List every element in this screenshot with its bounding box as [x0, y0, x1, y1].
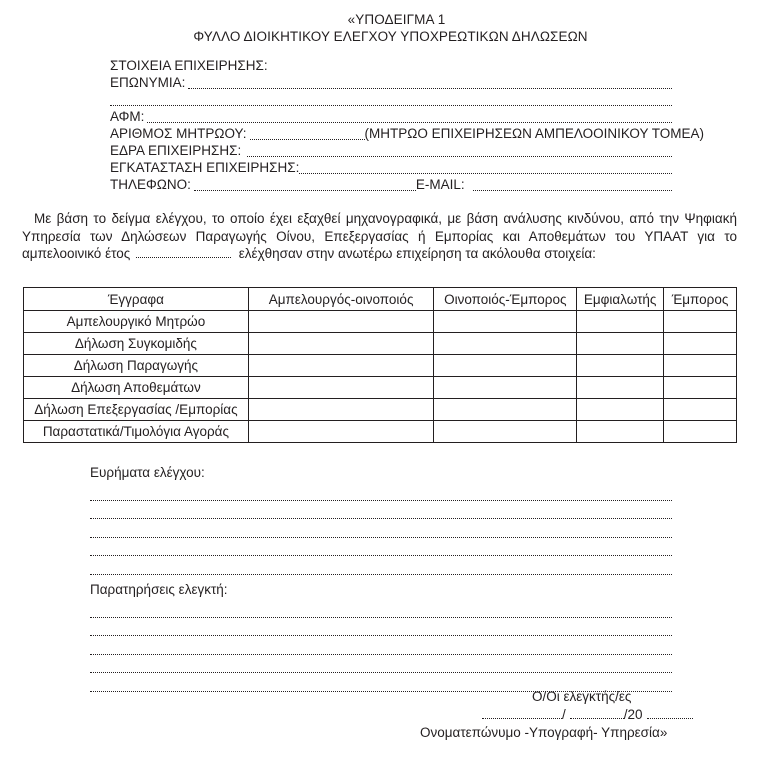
document-name: Δήλωση Παραγωγής	[24, 355, 249, 377]
table-cell[interactable]	[248, 311, 434, 333]
remarks-line[interactable]	[90, 636, 672, 655]
phone-label: ΤΗΛΕΦΩΝΟ:	[110, 177, 191, 192]
document-name: Δήλωση Συγκομιδής	[24, 333, 249, 355]
signature-footer: Ονοματεπώνυμο -Υπογραφή- Υπηρεσία»	[420, 725, 668, 740]
findings-line[interactable]	[90, 556, 672, 575]
facility-label: ΕΓΚΑΤΑΣΤΑΣΗ ΕΠΙΧΕΙΡΗΣΗΣ:	[110, 160, 300, 175]
date-separator-1: /	[562, 707, 566, 722]
header-grower-winemaker: Αμπελουργός-οινοποιός	[248, 288, 434, 311]
table-cell[interactable]	[248, 333, 434, 355]
header-merchant: Έμπορος	[664, 288, 737, 311]
seat-field[interactable]	[247, 142, 672, 157]
table-cell[interactable]	[664, 377, 737, 399]
findings-line[interactable]	[90, 519, 672, 538]
table-cell[interactable]	[577, 311, 664, 333]
table-row	[24, 377, 737, 399]
name-field-line2[interactable]	[110, 91, 672, 106]
business-info-heading-row	[110, 57, 672, 74]
registry-row	[110, 125, 704, 142]
table-cell[interactable]	[434, 311, 577, 333]
registry-label: ΑΡΙΘΜΟΣ ΜΗΤΡΩΟΥ:	[110, 126, 247, 141]
remarks-line[interactable]	[90, 618, 672, 637]
table-cell[interactable]	[664, 311, 737, 333]
date-row	[482, 706, 693, 724]
header-bottler: Εμφιαλωτής	[577, 288, 664, 311]
table-cell[interactable]	[434, 399, 577, 421]
findings-label: Ευρήματα ελέγχου:	[90, 465, 205, 480]
registry-note: (ΜΗΤΡΩΟ ΕΠΙΧΕΙΡΗΣΕΩΝ ΑΜΠΕΛΟΟΙΝΙΚΟΥ ΤΟΜΕΑ)	[364, 126, 704, 141]
table-cell[interactable]	[248, 399, 434, 421]
remarks-line[interactable]	[90, 655, 672, 674]
table-cell[interactable]	[434, 377, 577, 399]
email-field[interactable]	[473, 176, 672, 191]
vat-row	[110, 108, 672, 125]
vat-label: ΑΦΜ:	[110, 109, 145, 124]
remarks-line[interactable]	[90, 599, 672, 618]
remarks-section	[90, 581, 672, 692]
table-cell[interactable]	[577, 355, 664, 377]
table-row	[24, 333, 737, 355]
document-name: Αμπελουργικό Μητρώο	[24, 311, 249, 333]
table-header-row	[24, 288, 737, 311]
facility-row	[110, 159, 672, 176]
findings-line[interactable]	[90, 501, 672, 520]
business-info-heading: ΣΤΟΙΧΕΙΑ ΕΠΙΧΕΙΡΗΣΗΣ:	[110, 58, 268, 73]
table-row	[24, 311, 737, 333]
findings-line[interactable]	[90, 538, 672, 557]
name-row	[110, 74, 672, 91]
form-title: «ΥΠΟΔΕΙΓΜΑ 1	[347, 12, 446, 27]
form-subtitle: ΦΥΛΛΟ ΔΙΟΙΚΗΤΙΚΟΥ ΕΛΕΓΧΟΥ ΥΠΟΧΡΕΩΤΙΚΩΝ ΔΗΛΩΣΕΩΝ	[193, 29, 588, 44]
document-name: Δήλωση Επεξεργασίας /Εμπορίας	[24, 399, 249, 421]
phone-field[interactable]	[194, 176, 416, 191]
contact-row	[110, 176, 672, 193]
date-month-field[interactable]	[570, 706, 624, 719]
table-cell[interactable]	[664, 399, 737, 421]
vat-field[interactable]	[147, 108, 672, 123]
document-name: Παραστατικά/Τιμολόγια Αγοράς	[24, 421, 249, 443]
findings-line[interactable]	[90, 482, 672, 501]
table-cell[interactable]	[577, 399, 664, 421]
name-label: ΕΠΩΝΥΜΙΑ:	[110, 75, 186, 90]
facility-field[interactable]	[299, 159, 672, 174]
table-cell[interactable]	[664, 333, 737, 355]
findings-section	[90, 464, 672, 575]
year-field[interactable]	[136, 245, 231, 258]
seat-row	[110, 142, 672, 159]
documents-table	[23, 287, 737, 443]
table-cell[interactable]	[577, 377, 664, 399]
name-field[interactable]	[188, 74, 672, 89]
intro-text-part2: ελέχθησαν στην ανωτέρω επιχείρηση τα ακόλουθα στοιχεία:	[238, 246, 596, 261]
remarks-label: Παρατηρήσεις ελεγκτή:	[90, 582, 228, 597]
table-cell[interactable]	[248, 421, 434, 443]
table-row	[24, 355, 737, 377]
table-cell[interactable]	[664, 421, 737, 443]
table-cell[interactable]	[434, 355, 577, 377]
table-cell[interactable]	[577, 333, 664, 355]
table-row	[24, 421, 737, 443]
table-cell[interactable]	[248, 355, 434, 377]
inspectors-label: Ο/Οι ελεγκτής/ες	[532, 689, 632, 704]
email-label: E-MAIL:	[415, 177, 465, 192]
table-cell[interactable]	[577, 421, 664, 443]
table-cell[interactable]	[434, 421, 577, 443]
date-year-field[interactable]	[647, 706, 693, 719]
registry-field[interactable]	[250, 125, 365, 140]
date-day-field[interactable]	[482, 706, 562, 719]
date-separator-2: /20	[623, 707, 643, 722]
table-cell[interactable]	[434, 333, 577, 355]
document-name: Δήλωση Αποθεμάτων	[24, 377, 249, 399]
header-documents: Έγγραφα	[24, 288, 249, 311]
seat-label: ΕΔΡΑ ΕΠΙΧΕΙΡΗΣΗΣ:	[110, 143, 242, 158]
table-cell[interactable]	[664, 355, 737, 377]
table-cell[interactable]	[248, 377, 434, 399]
intro-text-part1: Με βάση το δείγμα ελέγχου, το οποίο έχει εξαχθεί μηχανογραφικά, με βάση ανάλυσης κινδύνου, από την Ψηφιακή Υπηρεσία των Δηλώσεων Παραγωγής Οίνου, Επεξεργασίας ή Εμπορίας και Αποθεμάτων του ΥΠΑΑΤ για το αμπελοοινικό έτος	[22, 211, 737, 261]
header-winemaker-merchant: Οινοποιός-Έμπορος	[434, 288, 577, 311]
intro-paragraph	[22, 210, 737, 263]
table-row	[24, 399, 737, 421]
name-row-continued	[110, 91, 672, 108]
